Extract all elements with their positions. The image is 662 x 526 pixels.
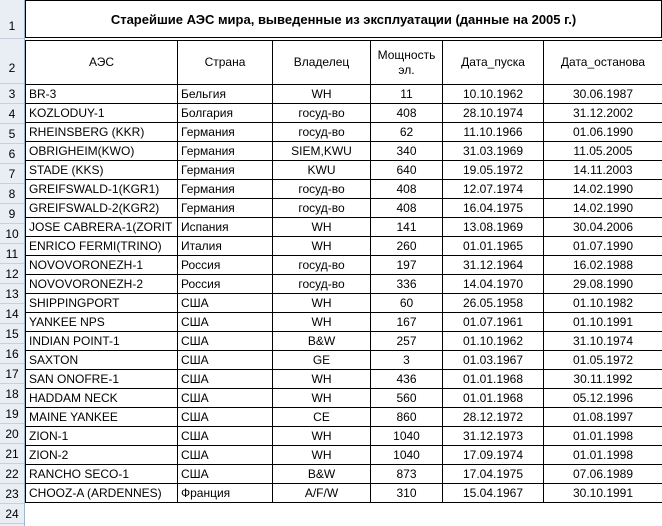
cell-name[interactable]: KOZLODUY-1 bbox=[26, 104, 178, 123]
table-row bbox=[26, 313, 662, 332]
row-number[interactable]: 8 bbox=[0, 184, 24, 204]
cell-name[interactable]: YANKEE NPS bbox=[26, 313, 178, 332]
cell-country[interactable]: США bbox=[178, 389, 273, 408]
cell-name[interactable]: RHEINSBERG (KKR) bbox=[26, 123, 178, 142]
cell-stop-date[interactable]: 11.05.2005 bbox=[544, 142, 662, 161]
table-row bbox=[26, 370, 662, 389]
row-number[interactable]: 7 bbox=[0, 164, 24, 184]
cell-name[interactable]: RANCHO SECO-1 bbox=[26, 465, 178, 484]
cell-start-date[interactable]: 17.04.1975 bbox=[443, 465, 544, 484]
cell-power[interactable]: 336 bbox=[371, 275, 443, 294]
cell-stop-date[interactable]: 29.08.1990 bbox=[544, 275, 662, 294]
cell-stop-date[interactable]: 07.06.1989 bbox=[544, 465, 662, 484]
cell-start-date[interactable]: 31.12.1973 bbox=[443, 427, 544, 446]
cell-owner[interactable]: госуд-во bbox=[273, 123, 371, 142]
cell-name[interactable]: SHIPPINGPORT bbox=[26, 294, 178, 313]
cell-owner[interactable]: B&W bbox=[273, 332, 371, 351]
row-number[interactable]: 11 bbox=[0, 244, 24, 264]
table-row bbox=[26, 142, 662, 161]
cell-stop-date[interactable]: 14.11.2003 bbox=[544, 161, 662, 180]
cell-name[interactable]: HADDAM NECK bbox=[26, 389, 178, 408]
row-number[interactable]: 10 bbox=[0, 224, 24, 244]
cell-start-date[interactable]: 19.05.1972 bbox=[443, 161, 544, 180]
cell-owner[interactable]: SIEM,KWU bbox=[273, 142, 371, 161]
row-number[interactable]: 9 bbox=[0, 204, 24, 224]
cell-name[interactable]: ZION-1 bbox=[26, 427, 178, 446]
table-row bbox=[26, 484, 662, 503]
cell-power[interactable]: 408 bbox=[371, 199, 443, 218]
cell-power[interactable]: 167 bbox=[371, 313, 443, 332]
cell-stop-date[interactable]: 01.06.1990 bbox=[544, 123, 662, 142]
cell-country[interactable]: США bbox=[178, 465, 273, 484]
row-number[interactable]: 13 bbox=[0, 284, 24, 304]
row-number[interactable]: 1 bbox=[0, 0, 24, 39]
table-row bbox=[26, 199, 662, 218]
sheet-title-cell[interactable] bbox=[25, 0, 662, 38]
table-row bbox=[26, 332, 662, 351]
cell-country[interactable]: США bbox=[178, 370, 273, 389]
cell-name[interactable]: SAN ONOFRE-1 bbox=[26, 370, 178, 389]
cell-stop-date[interactable]: 30.11.1992 bbox=[544, 370, 662, 389]
cell-start-date[interactable]: 11.10.1966 bbox=[443, 123, 544, 142]
cell-country[interactable]: Германия bbox=[178, 180, 273, 199]
cell-owner[interactable]: WH bbox=[273, 446, 371, 465]
cell-power[interactable]: 257 bbox=[371, 332, 443, 351]
row-number[interactable]: 23 bbox=[0, 484, 24, 504]
cell-name[interactable]: INDIAN POINT-1 bbox=[26, 332, 178, 351]
row-number[interactable]: 6 bbox=[0, 144, 24, 164]
cell-owner[interactable]: GE bbox=[273, 351, 371, 370]
cell-owner[interactable]: госуд-во bbox=[273, 199, 371, 218]
cell-power[interactable]: 436 bbox=[371, 370, 443, 389]
cell-stop-date[interactable]: 30.06.1987 bbox=[544, 85, 662, 104]
cell-start-date[interactable]: 14.04.1970 bbox=[443, 275, 544, 294]
cell-name[interactable]: MAINE YANKEE bbox=[26, 408, 178, 427]
cell-start-date[interactable]: 26.05.1958 bbox=[443, 294, 544, 313]
cell-stop-date[interactable]: 31.10.1974 bbox=[544, 332, 662, 351]
cell-owner[interactable]: WH bbox=[273, 427, 371, 446]
row-number[interactable]: 5 bbox=[0, 124, 24, 144]
cell-start-date[interactable]: 17.09.1974 bbox=[443, 446, 544, 465]
cell-power[interactable]: 260 bbox=[371, 237, 443, 256]
header-stop-date[interactable]: Дата_останова bbox=[544, 41, 662, 85]
table-row bbox=[26, 427, 662, 446]
table-row bbox=[26, 465, 662, 484]
row-number[interactable]: 12 bbox=[0, 264, 24, 284]
table-row bbox=[26, 446, 662, 465]
header-power[interactable]: Мощность эл. bbox=[371, 41, 443, 85]
cell-stop-date[interactable]: 16.02.1988 bbox=[544, 256, 662, 275]
cell-power[interactable]: 62 bbox=[371, 123, 443, 142]
row-number[interactable]: 17 bbox=[0, 364, 24, 384]
cell-country[interactable]: Германия bbox=[178, 161, 273, 180]
cell-country[interactable]: Германия bbox=[178, 142, 273, 161]
row-number[interactable]: 16 bbox=[0, 344, 24, 364]
cell-owner[interactable]: WH bbox=[273, 313, 371, 332]
cell-name[interactable]: STADE (KKS) bbox=[26, 161, 178, 180]
cell-country[interactable]: США bbox=[178, 351, 273, 370]
cell-country[interactable]: США bbox=[178, 446, 273, 465]
cell-stop-date[interactable]: 05.12.1996 bbox=[544, 389, 662, 408]
cell-start-date[interactable]: 28.10.1974 bbox=[443, 104, 544, 123]
row-number[interactable]: 18 bbox=[0, 384, 24, 404]
cell-stop-date[interactable]: 31.12.2002 bbox=[544, 104, 662, 123]
cell-name[interactable]: ENRICO FERMI(TRINO) bbox=[26, 237, 178, 256]
cell-start-date[interactable]: 01.03.1967 bbox=[443, 351, 544, 370]
cell-power[interactable]: 1040 bbox=[371, 446, 443, 465]
cell-owner[interactable]: WH bbox=[273, 85, 371, 104]
cell-owner[interactable]: WH bbox=[273, 218, 371, 237]
row-number[interactable]: 14 bbox=[0, 304, 24, 324]
cell-power[interactable]: 3 bbox=[371, 351, 443, 370]
row-number[interactable]: 19 bbox=[0, 404, 24, 424]
cell-owner[interactable]: госуд-во bbox=[273, 180, 371, 199]
cell-owner[interactable]: WH bbox=[273, 294, 371, 313]
header-owner[interactable]: Владелец bbox=[273, 41, 371, 85]
cell-country[interactable]: США bbox=[178, 427, 273, 446]
row-number[interactable]: 21 bbox=[0, 444, 24, 464]
cell-owner[interactable]: A/F/W bbox=[273, 484, 371, 503]
cell-owner[interactable]: CE bbox=[273, 408, 371, 427]
cell-owner[interactable]: госуд-во bbox=[273, 275, 371, 294]
cell-country[interactable]: Россия bbox=[178, 275, 273, 294]
cell-country[interactable]: Болгария bbox=[178, 104, 273, 123]
cell-power[interactable]: 408 bbox=[371, 180, 443, 199]
sheet-title: Старейшие АЭС мира, выведенные из эксплуатации (данные на 2005 г.) bbox=[110, 11, 577, 27]
cell-start-date[interactable]: 16.04.1975 bbox=[443, 199, 544, 218]
row-number[interactable]: 15 bbox=[0, 324, 24, 344]
header-row bbox=[26, 41, 662, 85]
cell-name[interactable]: CHOOZ-A (ARDENNES) bbox=[26, 484, 178, 503]
cell-power[interactable]: 11 bbox=[371, 85, 443, 104]
cell-stop-date[interactable]: 01.08.1997 bbox=[544, 408, 662, 427]
cell-name[interactable]: NOVOVORONEZH-2 bbox=[26, 275, 178, 294]
cell-country[interactable]: Германия bbox=[178, 123, 273, 142]
cell-power[interactable]: 141 bbox=[371, 218, 443, 237]
cell-start-date[interactable]: 31.03.1969 bbox=[443, 142, 544, 161]
header-start-date[interactable]: Дата_пуска bbox=[443, 41, 544, 85]
cell-stop-date[interactable]: 14.02.1990 bbox=[544, 180, 662, 199]
cell-start-date[interactable]: 01.01.1968 bbox=[443, 370, 544, 389]
cell-power[interactable]: 860 bbox=[371, 408, 443, 427]
cell-country[interactable]: Бельгия bbox=[178, 85, 273, 104]
cell-name[interactable]: JOSE CABRERA-1(ZORIT bbox=[26, 218, 178, 237]
cell-stop-date[interactable]: 01.01.1998 bbox=[544, 427, 662, 446]
cell-name[interactable]: ZION-2 bbox=[26, 446, 178, 465]
cell-stop-date[interactable]: 01.05.1972 bbox=[544, 351, 662, 370]
cell-name[interactable]: BR-3 bbox=[26, 85, 178, 104]
cell-name[interactable]: NOVOVORONEZH-1 bbox=[26, 256, 178, 275]
table-row bbox=[26, 408, 662, 427]
row-number[interactable]: 20 bbox=[0, 424, 24, 444]
cell-country[interactable]: США bbox=[178, 408, 273, 427]
row-number[interactable]: 3 bbox=[0, 84, 24, 104]
table-row bbox=[26, 237, 662, 256]
cell-stop-date[interactable]: 01.10.1982 bbox=[544, 294, 662, 313]
table-row bbox=[26, 389, 662, 408]
cell-country[interactable]: Германия bbox=[178, 199, 273, 218]
cell-owner[interactable]: B&W bbox=[273, 465, 371, 484]
cell-name[interactable]: OBRIGHEIM(KWO) bbox=[26, 142, 178, 161]
row-number[interactable]: 2 bbox=[0, 39, 24, 84]
cell-owner[interactable]: KWU bbox=[273, 161, 371, 180]
cell-stop-date[interactable]: 30.10.1991 bbox=[544, 484, 662, 503]
cell-start-date[interactable]: 12.07.1974 bbox=[443, 180, 544, 199]
cell-start-date[interactable]: 28.12.1972 bbox=[443, 408, 544, 427]
row-header-column bbox=[0, 0, 25, 526]
cell-name[interactable]: GREIFSWALD-1(KGR1) bbox=[26, 180, 178, 199]
cell-start-date[interactable]: 13.08.1969 bbox=[443, 218, 544, 237]
cell-start-date[interactable]: 01.01.1968 bbox=[443, 389, 544, 408]
cell-country[interactable]: США bbox=[178, 332, 273, 351]
cell-stop-date[interactable]: 01.07.1990 bbox=[544, 237, 662, 256]
cell-start-date[interactable]: 31.12.1964 bbox=[443, 256, 544, 275]
cell-name[interactable]: SAXTON bbox=[26, 351, 178, 370]
data-table bbox=[25, 40, 662, 503]
cell-power[interactable]: 310 bbox=[371, 484, 443, 503]
cell-start-date[interactable]: 15.04.1967 bbox=[443, 484, 544, 503]
table-row bbox=[26, 104, 662, 123]
row-number[interactable]: 22 bbox=[0, 464, 24, 484]
cell-stop-date[interactable]: 01.01.1998 bbox=[544, 446, 662, 465]
cell-stop-date[interactable]: 01.10.1991 bbox=[544, 313, 662, 332]
cell-power[interactable]: 60 bbox=[371, 294, 443, 313]
row-number[interactable]: 4 bbox=[0, 104, 24, 124]
cell-owner[interactable]: WH bbox=[273, 370, 371, 389]
cell-owner[interactable]: WH bbox=[273, 237, 371, 256]
cell-start-date[interactable]: 10.10.1962 bbox=[443, 85, 544, 104]
cell-start-date[interactable]: 01.01.1965 bbox=[443, 237, 544, 256]
table-row bbox=[26, 180, 662, 199]
table-row bbox=[26, 294, 662, 313]
cell-power[interactable]: 408 bbox=[371, 104, 443, 123]
cell-power[interactable]: 1040 bbox=[371, 427, 443, 446]
table-row bbox=[26, 218, 662, 237]
table-row bbox=[26, 256, 662, 275]
header-country[interactable]: Страна bbox=[178, 41, 273, 85]
cell-owner[interactable]: госуд-во bbox=[273, 104, 371, 123]
table-row bbox=[26, 275, 662, 294]
cell-country[interactable]: США bbox=[178, 294, 273, 313]
cell-country[interactable]: Испания bbox=[178, 218, 273, 237]
cell-start-date[interactable]: 01.10.1962 bbox=[443, 332, 544, 351]
row-number[interactable]: 24 bbox=[0, 504, 24, 524]
table-row bbox=[26, 123, 662, 142]
cell-power[interactable]: 873 bbox=[371, 465, 443, 484]
cell-name[interactable]: GREIFSWALD-2(KGR2) bbox=[26, 199, 178, 218]
cell-stop-date[interactable]: 30.04.2006 bbox=[544, 218, 662, 237]
cell-power[interactable]: 640 bbox=[371, 161, 443, 180]
table-row bbox=[26, 85, 662, 104]
cell-power[interactable]: 197 bbox=[371, 256, 443, 275]
cell-start-date[interactable]: 01.07.1961 bbox=[443, 313, 544, 332]
cell-country[interactable]: Россия bbox=[178, 256, 273, 275]
cell-owner[interactable]: WH bbox=[273, 389, 371, 408]
cell-country[interactable]: США bbox=[178, 313, 273, 332]
cell-stop-date[interactable]: 14.02.1990 bbox=[544, 199, 662, 218]
cell-power[interactable]: 340 bbox=[371, 142, 443, 161]
cell-country[interactable]: Франция bbox=[178, 484, 273, 503]
table-row bbox=[26, 161, 662, 180]
cell-power[interactable]: 560 bbox=[371, 389, 443, 408]
header-name[interactable]: АЭС bbox=[26, 41, 178, 85]
table-row bbox=[26, 351, 662, 370]
cell-owner[interactable]: госуд-во bbox=[273, 256, 371, 275]
cell-country[interactable]: Италия bbox=[178, 237, 273, 256]
